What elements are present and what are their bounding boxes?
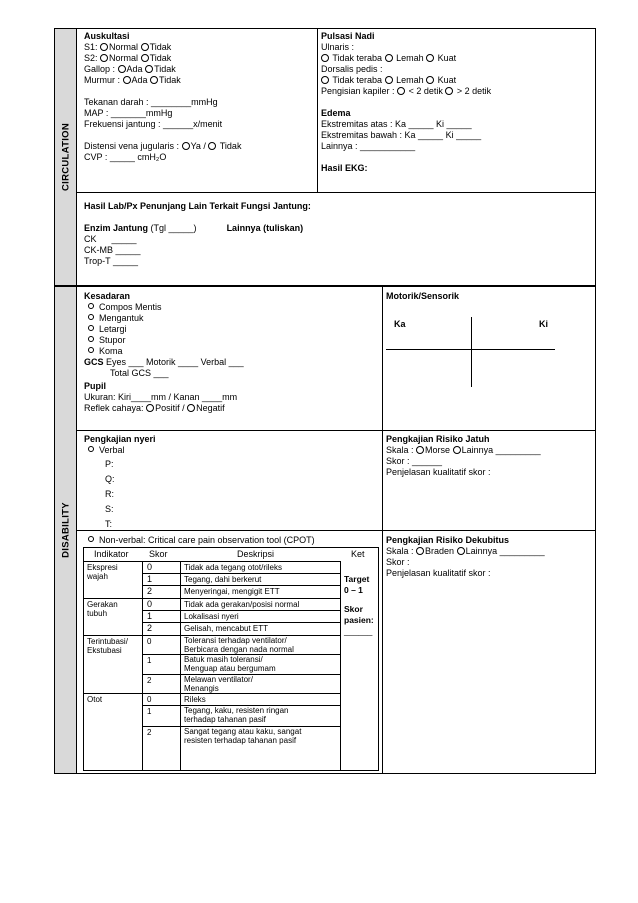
dekubitus-skala-row bbox=[386, 546, 545, 557]
spacer bbox=[84, 130, 241, 141]
kesadaran-option[interactable] bbox=[84, 335, 244, 346]
cpot-skor: 1 bbox=[147, 707, 152, 716]
spacer bbox=[321, 152, 491, 163]
reflek-row bbox=[84, 403, 244, 414]
option-bullet-icon bbox=[88, 336, 94, 342]
dekubitus-block bbox=[386, 535, 545, 579]
cpot-indikator bbox=[87, 637, 128, 655]
divider bbox=[142, 585, 340, 586]
cpot-desc bbox=[184, 636, 294, 654]
pqrst-field[interactable]: Q: bbox=[105, 474, 115, 484]
pqrst-list bbox=[84, 459, 156, 530]
cpot-skor: 0 bbox=[147, 562, 153, 572]
gallop-ada-label: Ada bbox=[126, 64, 143, 74]
cpot-skor: 1 bbox=[147, 656, 152, 665]
dorsalis-row bbox=[321, 75, 491, 86]
cpot-skor: 2 bbox=[147, 676, 152, 685]
divider bbox=[142, 622, 340, 623]
cpot-desc-line: Menangis bbox=[184, 684, 219, 693]
cpot-desc: Gelisah, mencabut ETT bbox=[184, 624, 269, 633]
jatuh-morse-radio[interactable] bbox=[416, 446, 424, 454]
distensi-row bbox=[84, 141, 241, 152]
ck-field[interactable]: CK _____ bbox=[84, 234, 137, 244]
reflek-positif-radio[interactable] bbox=[146, 404, 154, 412]
s1-normal-label: Normal bbox=[109, 42, 139, 52]
trop-field[interactable]: Trop-T _____ bbox=[84, 256, 139, 266]
kapiler-gt2-radio[interactable] bbox=[445, 87, 453, 95]
kesadaran-option-label: Compos Mentis bbox=[99, 302, 162, 312]
cpot-skor: 2 bbox=[147, 623, 153, 633]
auskultasi-title: Auskultasi bbox=[84, 31, 130, 41]
divider bbox=[180, 561, 181, 770]
kapiler-lt2-label: < 2 detik bbox=[408, 86, 443, 96]
motorik-ki-label: Ki bbox=[539, 319, 548, 329]
enzim-label: Enzim Jantung bbox=[84, 223, 149, 233]
ukuran-field[interactable]: Ukuran: Kiri____mm / Kanan ____mm bbox=[84, 392, 238, 402]
edema-lainnya-field[interactable]: Lainnya : ___________ bbox=[321, 141, 416, 151]
cpot-indikator-line: Otot bbox=[87, 695, 103, 704]
hasil-ekg-label: Hasil EKG: bbox=[321, 163, 368, 173]
gallop-label: Gallop : bbox=[84, 64, 116, 74]
cpot-skor: 0 bbox=[147, 599, 153, 609]
divider bbox=[340, 561, 341, 770]
cpot-desc: Rileks bbox=[184, 695, 206, 704]
cpot-desc bbox=[184, 706, 289, 724]
gcs-label: GCS bbox=[84, 357, 104, 367]
cpot-heading-label: Non-verbal: Critical care pain observation tool (CPOT) bbox=[99, 535, 315, 545]
s2-tidak-radio[interactable] bbox=[141, 54, 149, 62]
ulnaris-label: Ulnaris : bbox=[321, 42, 355, 52]
reflek-positif-label: Positif / bbox=[155, 403, 185, 413]
kesadaran-option-label: Mengantuk bbox=[99, 313, 144, 323]
pqrst-field[interactable]: T: bbox=[105, 519, 113, 529]
cpot-skor: 1 bbox=[147, 611, 153, 621]
dekubitus-title: Pengkajian Risiko Dekubitus bbox=[386, 535, 510, 545]
kapiler-label: Pengisian kapiler : bbox=[321, 86, 395, 96]
dorsalis-tidak-teraba-radio[interactable] bbox=[321, 76, 329, 84]
disability-label: DISABILITY bbox=[60, 502, 71, 558]
circulation-section bbox=[54, 28, 596, 286]
option-bullet-icon bbox=[88, 314, 94, 320]
gallop-tidak-label: Tidak bbox=[154, 64, 176, 74]
murmur-label: Murmur : bbox=[84, 75, 120, 85]
divider bbox=[142, 561, 143, 770]
dorsalis-opt-label: Lemah bbox=[396, 75, 424, 85]
divider bbox=[84, 693, 340, 694]
cpot-ket-target: Target bbox=[344, 574, 370, 584]
cpot-indikator-line: Gerakan bbox=[87, 600, 118, 609]
dekubitus-braden-radio[interactable] bbox=[416, 547, 424, 555]
edema-title: Edema bbox=[321, 108, 351, 118]
s1-tidak-label: Tidak bbox=[149, 42, 172, 52]
cpot-indikator-line: wajah bbox=[87, 572, 108, 581]
distensi-ya-radio[interactable] bbox=[182, 142, 190, 150]
spacer bbox=[84, 212, 311, 223]
spacer bbox=[84, 86, 241, 97]
distensi-label: Distensi vena jugularis : bbox=[84, 141, 180, 151]
cpot-indikator-line: tubuh bbox=[87, 609, 108, 618]
murmur-tidak-radio[interactable] bbox=[150, 76, 158, 84]
option-bullet-icon bbox=[88, 303, 94, 309]
cpot-desc-line: resisten terhadap tahanan pasif bbox=[184, 736, 297, 745]
option-bullet-icon bbox=[88, 325, 94, 331]
cpot-header-ket: Ket bbox=[351, 549, 365, 559]
pqrst-field[interactable]: R: bbox=[105, 489, 114, 499]
cvp-field[interactable]: CVP : _____ cmH₂O bbox=[84, 152, 167, 162]
jatuh-lainnya-label: Lainnya _________ bbox=[461, 445, 541, 455]
motorik-block bbox=[386, 291, 591, 421]
dekubitus-lainnya-radio[interactable] bbox=[457, 547, 465, 555]
cpot-skor: 0 bbox=[147, 695, 152, 704]
dekubitus-braden-label: Braden bbox=[425, 546, 455, 556]
s2-normal-radio[interactable] bbox=[100, 54, 108, 62]
distensi-tidak-radio[interactable] bbox=[208, 142, 216, 150]
cpot-header-indikator: Indikator bbox=[94, 549, 129, 559]
cpot-desc-line: Sangat tegang atau kaku, sangat bbox=[184, 727, 302, 736]
kesadaran-option[interactable] bbox=[84, 302, 244, 313]
gallop-tidak-radio[interactable] bbox=[145, 65, 153, 73]
dekubitus-lainnya-label: Lainnya _________ bbox=[465, 546, 545, 556]
jatuh-block bbox=[386, 434, 541, 478]
s2-normal-label: Normal bbox=[109, 53, 139, 63]
edema-bawah-field[interactable]: Ekstremitas bawah : Ka _____ Ki _____ bbox=[321, 130, 482, 140]
jatuh-skala-label: Skala : bbox=[386, 445, 414, 455]
divider bbox=[142, 610, 340, 611]
edema-atas-field[interactable]: Ekstremitas atas : Ka _____ Ki _____ bbox=[321, 119, 472, 129]
enzim-row bbox=[84, 223, 311, 234]
dorsalis-opt-label: Kuat bbox=[437, 75, 457, 85]
kesadaran-block bbox=[84, 291, 244, 414]
ulnaris-opt-label: Tidak teraba bbox=[332, 53, 383, 63]
kesadaran-option[interactable] bbox=[84, 324, 244, 335]
cpot-skor: 2 bbox=[147, 728, 152, 737]
ulnaris-row bbox=[321, 53, 491, 64]
ulnaris-tidak-teraba-radio[interactable] bbox=[321, 54, 329, 62]
motorik-cross-vertical bbox=[471, 317, 472, 387]
gallop-ada-radio[interactable] bbox=[118, 65, 126, 73]
kesadaran-option[interactable] bbox=[84, 346, 244, 357]
cpot-indikator bbox=[87, 563, 118, 581]
kesadaran-option-label: Koma bbox=[99, 346, 123, 356]
pupil-title: Pupil bbox=[84, 381, 106, 391]
gcs-row[interactable] bbox=[84, 357, 244, 368]
cpot-skor: 1 bbox=[147, 574, 153, 584]
cpot-desc: Tegang, dahi berkerut bbox=[184, 575, 262, 584]
disability-section bbox=[54, 286, 596, 774]
cpot-desc-line: Batuk masih toleransi/ bbox=[184, 655, 263, 664]
cpot-desc-line: Menguap atau bergumam bbox=[184, 664, 276, 673]
s2-row bbox=[84, 53, 241, 64]
dekubitus-skala-label: Skala : bbox=[386, 546, 414, 556]
cpot-ket-block bbox=[344, 574, 374, 637]
motorik-cross-horizontal bbox=[386, 349, 555, 350]
nyeri-block bbox=[84, 434, 156, 530]
total-gcs-field[interactable]: Total GCS ___ bbox=[110, 368, 169, 378]
kesadaran-title: Kesadaran bbox=[84, 291, 131, 301]
cpot-desc-line: Melawan ventilator/ bbox=[184, 675, 253, 684]
dorsalis-kuat-radio[interactable] bbox=[426, 76, 434, 84]
nyeri-verbal-label: Verbal bbox=[99, 445, 125, 455]
divider bbox=[77, 430, 595, 431]
pulsasi-block bbox=[321, 31, 491, 174]
gcs-fields: Eyes ___ Motorik ____ Verbal ___ bbox=[103, 357, 244, 367]
murmur-ada-label: Ada bbox=[131, 75, 148, 85]
cpot-table bbox=[83, 547, 379, 771]
lab-lainnya-label: Lainnya (tuliskan) bbox=[226, 223, 304, 233]
s1-label: S1: bbox=[84, 42, 98, 52]
jatuh-morse-label: Morse bbox=[425, 445, 451, 455]
divider bbox=[84, 598, 340, 599]
cpot-ket-range: 0 – 1 bbox=[344, 585, 363, 595]
dekubitus-penjelasan-field[interactable]: Penjelasan kualitatif skor : bbox=[386, 568, 491, 578]
pqrst-field[interactable]: P: bbox=[105, 459, 114, 469]
s1-normal-radio[interactable] bbox=[100, 43, 108, 51]
dorsalis-label: Dorsalis pedis : bbox=[321, 64, 383, 74]
jatuh-title: Pengkajian Risiko Jatuh bbox=[386, 434, 490, 444]
cpot-indikator-line: Terintubasi/ bbox=[87, 637, 128, 646]
kesadaran-option[interactable] bbox=[84, 313, 244, 324]
kesadaran-option-label: Letargi bbox=[99, 324, 127, 334]
cpot-header-skor: Skor bbox=[149, 549, 168, 559]
kesadaran-option-label: Stupor bbox=[99, 335, 126, 345]
cpot-header-deskripsi: Deskripsi bbox=[237, 549, 275, 559]
cpot-indikator-line: Ekstubasi bbox=[87, 646, 122, 655]
pulsasi-title: Pulsasi Nadi bbox=[321, 31, 375, 41]
lab-title: Hasil Lab/Px Penunjang Lain Terkait Fungsi Jantung: bbox=[84, 201, 311, 211]
murmur-tidak-label: Tidak bbox=[159, 75, 181, 85]
cpot-desc bbox=[184, 655, 276, 673]
divider bbox=[142, 573, 340, 574]
option-bullet-icon bbox=[88, 347, 94, 353]
nyeri-verbal-option[interactable] bbox=[84, 445, 156, 456]
ulnaris-kuat-radio[interactable] bbox=[426, 54, 434, 62]
cpot-ket-pasien: pasien: bbox=[344, 615, 374, 625]
divider bbox=[84, 561, 340, 562]
divider bbox=[317, 29, 318, 192]
reflek-negatif-label: Negatif bbox=[196, 403, 225, 413]
enzim-tgl-field[interactable]: (Tgl _____) bbox=[150, 223, 197, 233]
lab-block bbox=[84, 201, 311, 267]
cpot-ket-field[interactable]: ______ bbox=[344, 626, 373, 636]
frekuensi-jantung-field[interactable]: Frekuensi jantung : ______x/menit bbox=[84, 119, 223, 129]
reflek-negatif-radio[interactable] bbox=[187, 404, 195, 412]
option-bullet-icon bbox=[88, 536, 94, 542]
cpot-indikator bbox=[87, 695, 102, 704]
cpot-desc: Menyeringai, mengigit ETT bbox=[184, 587, 280, 596]
reflek-label: Reflek cahaya: bbox=[84, 403, 144, 413]
option-bullet-icon bbox=[88, 446, 94, 452]
spacer bbox=[344, 596, 374, 604]
divider bbox=[77, 530, 595, 531]
s1-tidak-radio[interactable] bbox=[141, 43, 149, 51]
circulation-label: CIRCULATION bbox=[60, 122, 71, 192]
jatuh-skor-field[interactable]: Skor : ______ bbox=[386, 456, 443, 466]
jatuh-penjelasan-field[interactable]: Penjelasan kualitatif skor : bbox=[386, 467, 491, 477]
distensi-ya-label: Ya / bbox=[190, 141, 206, 151]
cpot-desc-line: terhadap tahanan pasif bbox=[184, 715, 266, 724]
s2-label: S2: bbox=[84, 53, 98, 63]
pqrst-field[interactable]: S: bbox=[105, 504, 114, 514]
circulation-side-label bbox=[55, 29, 77, 285]
spacer bbox=[321, 97, 491, 108]
jatuh-skala-row bbox=[386, 445, 541, 456]
cpot-indikator-line: Ekspresi bbox=[87, 563, 118, 572]
dorsalis-opt-label: Tidak teraba bbox=[332, 75, 383, 85]
cpot-indikator bbox=[87, 600, 118, 618]
dorsalis-lemah-radio[interactable] bbox=[385, 76, 393, 84]
cpot-desc-line: Tegang, kaku, resisten ringan bbox=[184, 706, 289, 715]
divider bbox=[77, 192, 595, 193]
kapiler-lt2-radio[interactable] bbox=[397, 87, 405, 95]
cpot-desc bbox=[184, 675, 253, 693]
nyeri-title: Pengkajian nyeri bbox=[84, 434, 156, 444]
dekubitus-skor-field[interactable]: Skor : bbox=[386, 557, 410, 567]
ulnaris-lemah-radio[interactable] bbox=[385, 54, 393, 62]
s2-tidak-label: Tidak bbox=[149, 53, 172, 63]
disability-side-label bbox=[55, 287, 77, 773]
murmur-row bbox=[84, 75, 241, 86]
auskultasi-block bbox=[84, 31, 241, 163]
kapiler-row bbox=[321, 86, 491, 97]
cpot-desc: Tidak ada tegang otot/rileks bbox=[184, 563, 282, 572]
cpot-skor: 2 bbox=[147, 586, 153, 596]
jatuh-lainnya-radio[interactable] bbox=[453, 446, 461, 454]
motorik-title: Motorik/Sensorik bbox=[386, 291, 460, 301]
map-field[interactable]: MAP : _______mmHg bbox=[84, 108, 173, 118]
distensi-tidak-label: Tidak bbox=[219, 141, 242, 151]
cpot-ket-skor: Skor bbox=[344, 604, 363, 614]
cpot-desc: Tidak ada gerakan/posisi normal bbox=[184, 600, 300, 609]
cpot-skor: 0 bbox=[147, 637, 152, 646]
motorik-ka-label: Ka bbox=[394, 319, 406, 329]
gallop-row bbox=[84, 64, 241, 75]
cpot-desc-line: Berbicara dengan nada normal bbox=[184, 645, 294, 654]
s1-row bbox=[84, 42, 241, 53]
ckmb-field[interactable]: CK-MB _____ bbox=[84, 245, 141, 255]
tekanan-darah-field[interactable]: Tekanan darah : ________mmHg bbox=[84, 97, 218, 107]
cpot-desc-line: Toleransi terhadap ventilator/ bbox=[184, 636, 287, 645]
cpot-heading[interactable] bbox=[84, 535, 315, 546]
ulnaris-opt-label: Kuat bbox=[437, 53, 457, 63]
ulnaris-opt-label: Lemah bbox=[396, 53, 424, 63]
kapiler-gt2-label: > 2 detik bbox=[456, 86, 492, 96]
murmur-ada-radio[interactable] bbox=[123, 76, 131, 84]
cpot-desc: Lokalisasi nyeri bbox=[184, 612, 239, 621]
cpot-desc bbox=[184, 727, 301, 745]
